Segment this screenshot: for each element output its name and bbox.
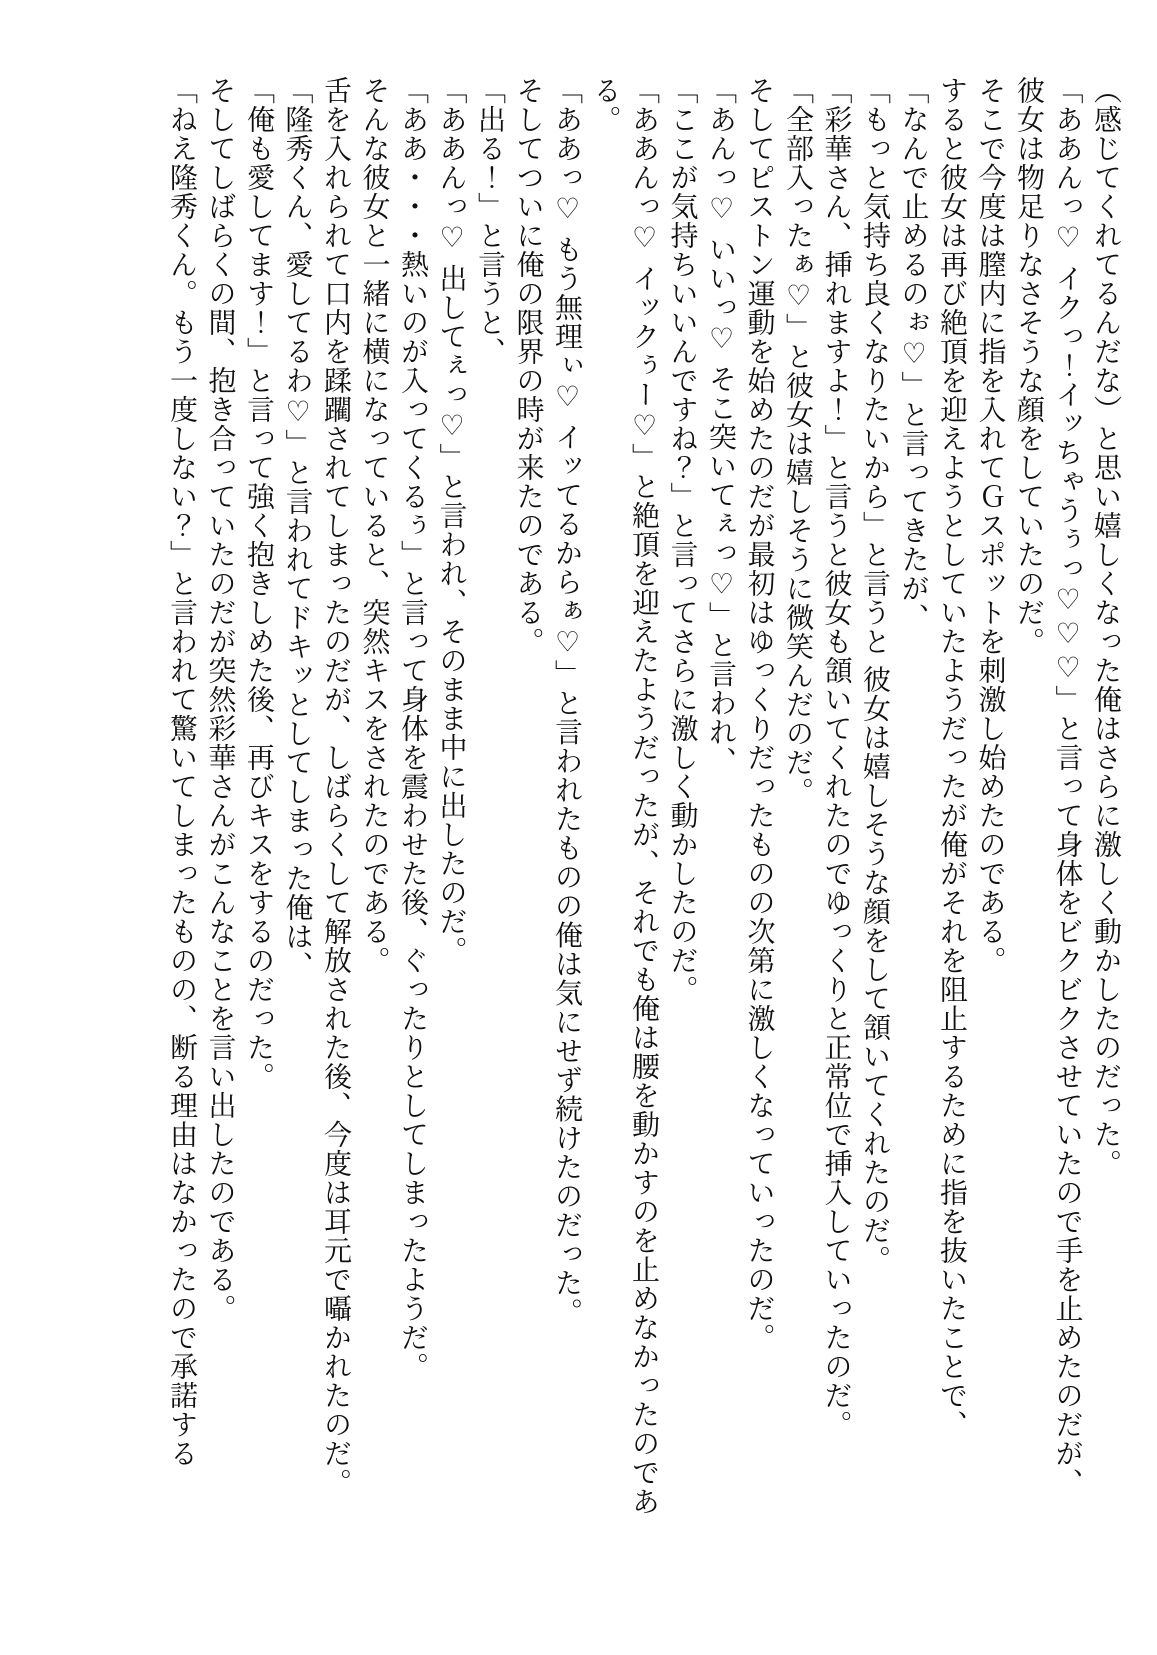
- paragraph: 「ああんっ♡ イクっ！イッちゃうぅっ♡♡♡」と言って身体をビクビクさせていたので手を止めたのだが、彼女は物足りなさそうな顔をしていたのだ。: [1014, 76, 1084, 1497]
- paragraph: 「ああんっ♡ 出してぇっ♡」と言われ、そのまま中に出したのだ。: [436, 76, 468, 965]
- paragraph: そしてピストン運動を始めたのだが最初はゆっくりだったものの次第に激しくなっていったのだ。: [744, 76, 776, 1352]
- paragraph: 「彩華さん、挿れますよ！」と言うと彼女も頷いてくれたのでゆっくりと正常位で挿入していったのだ。: [821, 76, 853, 1439]
- paragraph: 「ああんっ♡ イックぅー♡」と絶頂を迎えたようだったが、それでも俺は腰を動かすのを止めなかったのである。: [590, 76, 660, 1516]
- paragraph: 「あんっ♡ いいっ♡ そこ突いてぇっ♡」と言われ、: [706, 76, 737, 776]
- paragraph: 「ああ・・・熱いのが入ってくるぅ」と言って身体を震わせた後、ぐったりとしてしまったようだ。: [398, 76, 429, 1381]
- paragraph: 「ああっ♡ もう無理ぃ♡ イッてるからぁ♡」と言われたものの俺は気にせず続けたのだった。: [552, 76, 583, 1327]
- paragraph: 「ここが気持ちいいんですね？」と言ってさらに激しく動かしたのだ。: [667, 76, 699, 1004]
- paragraph: 「ねえ隆秀くん。もう一度しない？」と言われて驚いてしまったものの、断る理由はなかったので承諾する: [167, 76, 198, 1468]
- paragraph: 「隆秀くん、愛してるわ♡」と言われてドキッとしてしまった俺は、: [282, 76, 314, 980]
- vertical-text-block: [163, 76, 1126, 1521]
- paragraph: 舌を入れられて口内を蹂躙されてしまったのだが、しばらくして解放された後、今度は耳元で囁かれたのだ。: [321, 76, 352, 1497]
- paragraph: すると彼女は再び絶頂を迎えようとしていたようだったが俺がそれを阻止するために指を抜いたことで、: [937, 76, 968, 1439]
- paragraph: そこで今度は膣内に指を入れてＧスポットを刺激し始めたのである。: [975, 76, 1007, 975]
- paragraph: そしてしばらくの間、抱き合っていたのだが突然彩華さんがこんなことを言い出したのである。: [205, 76, 237, 1323]
- paragraph: 「もっと気持ち良くなりたいから」と言うと 彼女は嬉しそうな顔をして頷いてくれたのだ。: [860, 76, 891, 1274]
- paragraph: （感じてくれてるんだな）と思い嬉しくなった俺はさらに激しく動かしたのだった。: [1091, 76, 1122, 1178]
- paragraph: 「出る！」と言うと、: [475, 76, 506, 366]
- paragraph: そしてついに俺の限界の時が来たのである。: [513, 76, 545, 656]
- paragraph: 「俺も愛してます！」と言って強く抱きしめた後、再びキスをするのだった。: [244, 76, 275, 1091]
- paragraph: 「なんで止めるのぉ♡」と言ってきたが、: [898, 76, 930, 632]
- paragraph: そんな彼女と一緒に横になっていると、突然キスをされたのである。: [359, 76, 391, 975]
- paragraph: 「全部入ったぁ♡」と彼女は嬉しそうに微笑んだのだ。: [783, 76, 814, 806]
